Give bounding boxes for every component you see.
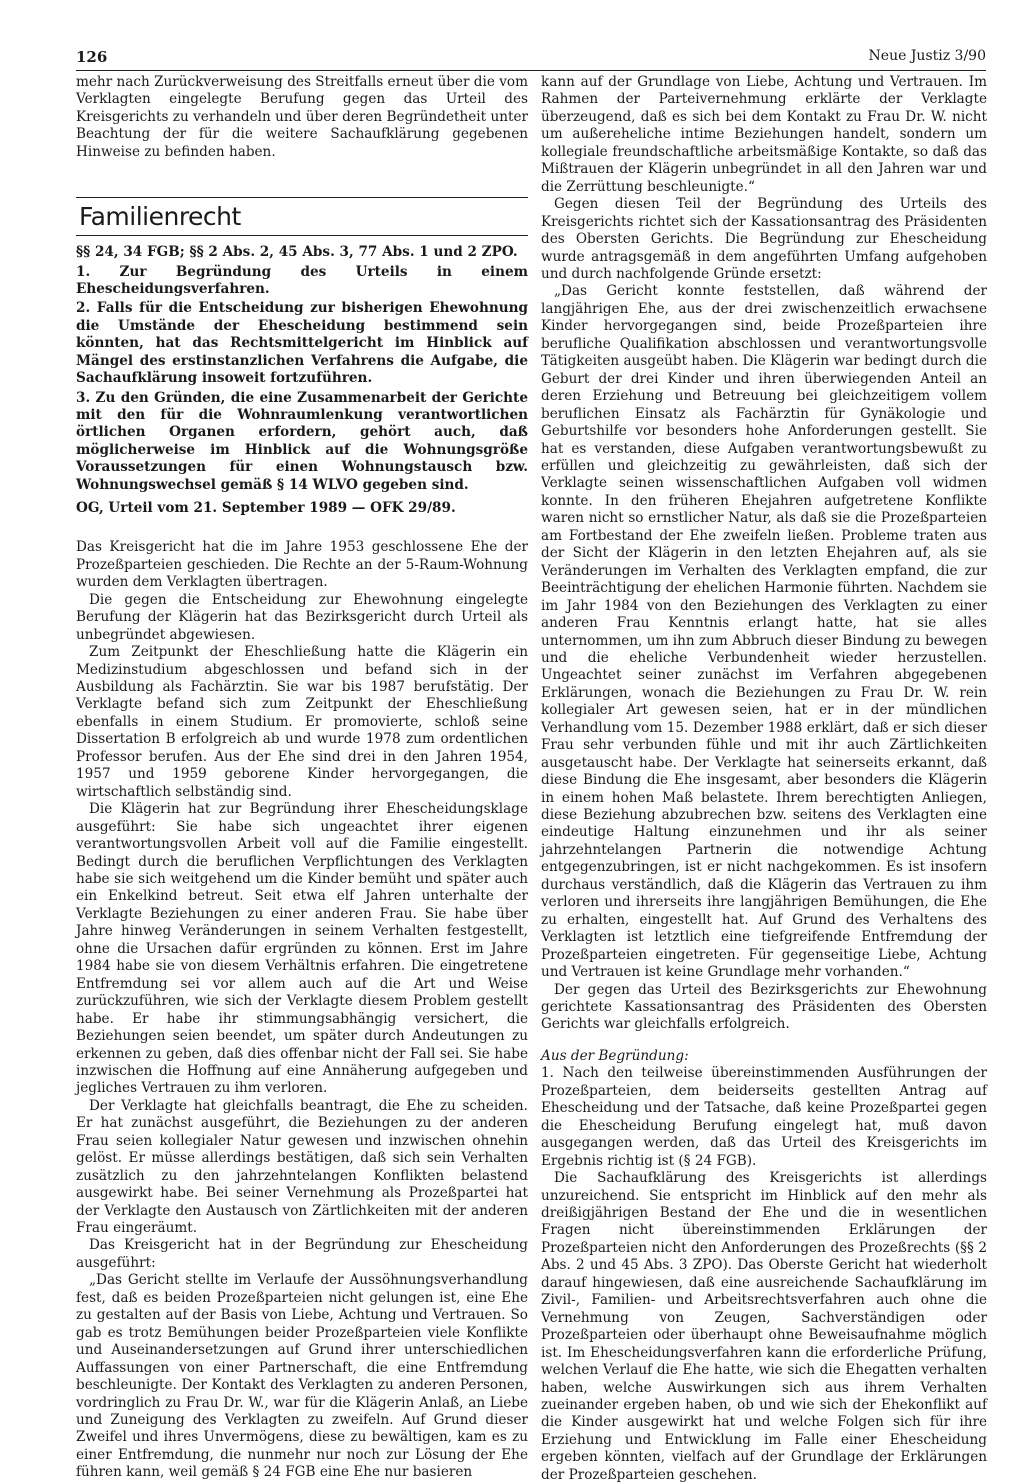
journal-issue: Neue Justiz 3/90 <box>868 48 986 64</box>
body-paragraph: Die Klägerin hat zur Begründung ihrer Ehescheidungsklage ausgeführt: Sie habe sich ungeachtet ihrer eigenen verantwortungsvollen Arbeit voll auf die Familie eingestellt. Bedingt durch die beruflichen Verpflichtungen des Verklagten habe sie sich weitgehend um die Kinder bemüht und später auch ein Enkelkind betreut. Seit etwa elf Jahren unterhalte der Verklagte Beziehungen zu einer anderen Frau. Sie habe über Jahre hinweg Veränderungen in seinem Verhalten festgestellt, ohne die Ursachen dafür ergründen zu können. Erst im Jahre 1984 habe sie von diesem Verhältnis erfahren. Die eingetretene Entfremdung sei vor allem auch auf die Art und Weise zurückzuführen, wie sich der Verklagte diesem Problem gestellt habe. Er habe ihr stimmungsabhängig versichert, die Beziehungen seien beendet, um später durch Andeutungen zu erkennen zu geben, daß dies offenbar nicht der Fall sei. Sie habe inzwischen die Hoffnung auf eine Annäherung aufgegeben und jegliches Vertrauen zu ihm verloren. <box>76 801 528 1097</box>
left-column <box>76 74 528 1482</box>
body-paragraph: Das Kreisgericht hat in der Begründung zur Ehescheidung ausgeführt: <box>76 1237 528 1271</box>
body-paragraph: Zum Zeitpunkt der Eheschließung hatte die Klägerin ein Medizinstudium abgeschlossen und befand sich in der Ausbildung als Fachärztin. Sie war bis 1987 berufstätig. Der Verklagte befand sich zum Zeitpunkt der Eheschließung ebenfalls in einem Studium. Er promovierte, schloß seine Dissertation B erfolgreich ab und wurde 1978 zum ordentlichen Professor berufen. Aus der Ehe sind drei in den Jahren 1954, 1957 und 1959 geborene Kinder hervorgegangen, die wirtschaftlich selbständig sind. <box>76 644 528 800</box>
headnote-item-1: 1. Zur Begründung des Urteils in einem Ehescheidungsverfahren. <box>76 263 528 298</box>
body-paragraph: Die gegen die Entscheidung zur Ehewohnung eingelegte Berufung der Klägerin hat das Bezirksgericht durch Urteil als unbegründet abgewiesen. <box>76 591 528 643</box>
intro-paragraph: mehr nach Zurückverweisung des Streitfalls erneut über die vom Verklagten eingelegte Berufung gegen das Urteil des Kreisgerichts zu verhandeln und über deren Begründetheit unter Beachtung der für die weitere Sachaufklärung gegebenen Hinweise zu befinden haben. <box>76 74 528 160</box>
headnote-norms: §§ 24, 34 FGB; §§ 2 Abs. 2, 45 Abs. 3, 77 Abs. 1 und 2 ZPO. <box>76 244 518 261</box>
page-number: 126 <box>76 48 108 66</box>
reasons-heading: Aus der Begründung: <box>541 1047 689 1064</box>
headnote-item-2: 2. Falls für die Entscheidung zur bisherigen Ehewohnung die Umstände der Ehescheidung bestimmend sein könnten, hat das Rechtsmittelgericht im Hinblick auf Mängel des erstinstanzlichen Verfahrens die Aufgabe, die Sachaufklärung insoweit fortzuführen. <box>76 300 528 387</box>
body-paragraph: Die Sachaufklärung des Kreisgerichts ist allerdings unzureichend. Sie entspricht im Hinblick auf den mehr als dreißigjährigen Bestand der Ehe und die in wesentlichen Fragen nicht übereinstimmenden Erklärungen der Prozeßparteien nicht den Anforderungen des Prozeßrechts (§§ 2 Abs. 2 und 45 Abs. 3 ZPO). Das Oberste Gericht hat wiederholt darauf hingewiesen, daß eine ausreichende Sachaufklärung im Zivil-, Familien- und Arbeitsrechtsverfahren auch ohne die Vernehmung von Zeugen, Sachverständigen oder Prozeßparteien oder überhaupt ohne Beweisaufnahme möglich ist. Im Ehescheidungsverfahren kann die erforderliche Prüfung, welchen Verlauf die Ehe hatte, wie sich die Ehegatten verhalten haben, welche Auswirkungen sich aus ihrem Verhalten zueinander ergeben haben, ob und wie sich der Ehekonflikt auf die Kinder ausgewirkt hat und welche Folgen sich für ihre Erziehung und Entwicklung im Falle einer Ehescheidung ergeben könnten, vielfach auf der Grundlage der Erklärungen der Prozeßparteien geschehen. <box>541 1170 987 1483</box>
quoted-paragraph: „Das Gericht stellte im Verlaufe der Aussöhnungsverhandlung fest, daß es beiden Prozeßparteien nicht gelungen ist, eine Ehe zu gestalten auf der Basis von Liebe, Achtung und Vertrauen. So gab es trotz Bemühungen beider Prozeßparteien viele Konflikte und Auseinandersetzungen auf Grund ihrer unterschiedlichen Auffassungen von einer Partnerschaft, die eine Entfremdung beschleunigte. Der Kontakt des Verklagten zu anderen Personen, vordringlich zu Frau Dr. W., war für die Klägerin Anlaß, an Liebe und Zuneigung des Verklagten zu zweifeln. Auf Grund dieser Zweifel und ihres Unvermögens, diese zu bewältigen, kam es zu einer Entfremdung, die nunmehr nur noch zur Lösung der Ehe führen kann, weil gemäß § 24 FGB eine Ehe nur basieren <box>76 1272 528 1481</box>
body-paragraph: Der gegen das Urteil des Bezirksgerichts zur Ehewohnung gerichtete Kassationsantrag des Präsidenten des Obersten Gerichts war gleichfalls erfolgreich. <box>541 981 987 1033</box>
body-paragraph: Gegen diesen Teil der Begründung des Urteils des Kreisgerichts richtet sich der Kassationsantrag des Präsidenten des Obersten Gerichts. Die Begründung zur Ehescheidung wurde antragsgemäß in dem angeführten Umfang aufgehoben und durch nachfolgende Gründe ersetzt: <box>541 196 987 282</box>
body-paragraph: Der Verklagte hat gleichfalls beantragt, die Ehe zu scheiden. Er hat zunächst ausgeführt, die Beziehungen zu der anderen Frau seien kollegialer Natur gewesen und inzwischen ohnehin gelöst. Er müsse allerdings bestätigen, daß sich sein Verhalten zusätzlich zu den jahrzehntelangen Konflikten belastend ausgewirkt habe. Bei seiner Vernehmung als Prozeßpartei hat der Verklagte den Austausch von Zärtlichkeiten mit der anderen Frau eingeräumt. <box>76 1097 528 1237</box>
body-paragraph: kann auf der Grundlage von Liebe, Achtung und Vertrauen. Im Rahmen der Parteivernehmung erklärte der Verklagte überzeugend, daß es sich bei dem Kontakt zu Frau Dr. W. nicht um außereheliche intime Beziehungen handelt, sondern um kollegiale freundschaftliche arbeitsmäßige Kontakte, so daß das Mißtrauen der Klägerin unbegründet in all den Jahren war und die Zerrüttung beschleunigte.“ <box>541 74 987 195</box>
running-header <box>76 48 986 71</box>
quoted-paragraph: „Das Gericht konnte feststellen, daß während der langjährigen Ehe, aus der drei zwischenzeitlich erwachsene Kinder hervorgegangen sind, beide Prozeßparteien ihre berufliche Qualifikation abschlossen und verantwortungsvolle Tätigkeiten ausgeübt haben. Die Klägerin war bedingt durch die Geburt der drei Kinder und ihren überwiegenden Anteil an deren Erziehung und Betreuung bei gleichzeitigem vollem beruflichen Einsatz als Fachärztin für Gynäkologie und Geburtshilfe vor besonders hohe Anforderungen gestellt. Sie hat es verstanden, diese Aufgaben verantwortungsbewußt zu erfüllen und gleichzeitig zu gewährleisten, daß sich der Verklagte seinen wissenschaftlichen Aufgaben voll widmen konnte. In den früheren Ehejahren aufgetretene Konflikte waren nicht so ernstlicher Natur, als daß sie die Prozeßparteien am Fortbestand der Ehe zweifeln ließen. Probleme traten aus der Sicht der Klägerin in den letzten Ehejahren auf, als sie Veränderungen im Verhalten des Verklagten empfand, die zur Beeinträchtigung der ehelichen Harmonie führten. Nachdem sie im Jahr 1984 von den Beziehungen des Verklagten zu einer anderen Frau Kenntnis erlangt hatte, hat sie alles unternommen, um ihn zum Abbruch dieser Bindung zu bewegen und die eheliche Verbundenheit wieder herzustellen. Ungeachtet seiner zunächst im Verfahren abgegebenen Erklärungen, wonach die Beziehungen zu Frau Dr. W. rein kollegialer Art gewesen seien, hat er in der mündlichen Verhandlung vom 15. Dezember 1988 erklärt, daß er sich dieser Frau sehr verbunden fühle und mit ihr auch Zärtlichkeiten ausgetauscht habe. Der Verklagte hat seinerseits erkannt, daß diese Bindung die Ehe insgesamt, aber besonders die Klägerin in einem hohen Maß belastete. Ihrem berechtigten Anliegen, diese Beziehung abzubrechen bzw. seitens des Verklagten eine eindeutige Haltung einzunehmen und ihr als seiner jahrzehntelangen Partnerin die notwendige Achtung entgegenzubringen, ist er nicht nachgekommen. Es ist insofern durchaus verständlich, daß die Klägerin das Vertrauen zu ihm verloren und ihrerseits ihre langjährigen Bemühungen, die Ehe zu erhalten, eingestellt hat. Auf Grund des Verhaltens des Verklagten ist letztlich eine tiefgreifende Entfremdung der Prozeßparteien eingetreten. Für gegenseitige Liebe, Achtung und Vertrauen ist keine Grundlage mehr vorhanden.“ <box>541 283 987 981</box>
body-paragraph: 1. Nach den teilweise übereinstimmenden Ausführungen der Prozeßparteien, dem beiderseits gestellten Antrag auf Ehescheidung und der Tatsache, daß keine Prozeßpartei gegen die Ehescheidung Berufung eingelegt hat, muß davon ausgegangen werden, daß das Urteil des Kreisgerichts im Ergebnis richtig ist (§ 24 FGB). <box>541 1065 987 1169</box>
body-paragraph: Das Kreisgericht hat die im Jahre 1953 geschlossene Ehe der Prozeßparteien geschieden. Die Rechte an der 5-Raum-Wohnung wurden dem Verklagten übertragen. <box>76 539 528 591</box>
right-column <box>541 74 987 1484</box>
headnote <box>76 244 528 517</box>
court-citation: OG, Urteil vom 21. September 1989 — OFK 29/89. <box>76 499 456 516</box>
headnote-item-3: 3. Zu den Gründen, die eine Zusammenarbeit der Gerichte mit den für die Wohnraumlenkung verantwortlichen örtlichen Organen erfordern, gehört auch, daß möglicherweise im Hinblick auf die Wohnungsgröße Voraussetzungen für einen Wohnungstausch bzw. Wohnungswechsel gemäß § 14 WLVO gegeben sind. <box>76 389 528 493</box>
section-title: Familienrecht <box>76 197 528 236</box>
